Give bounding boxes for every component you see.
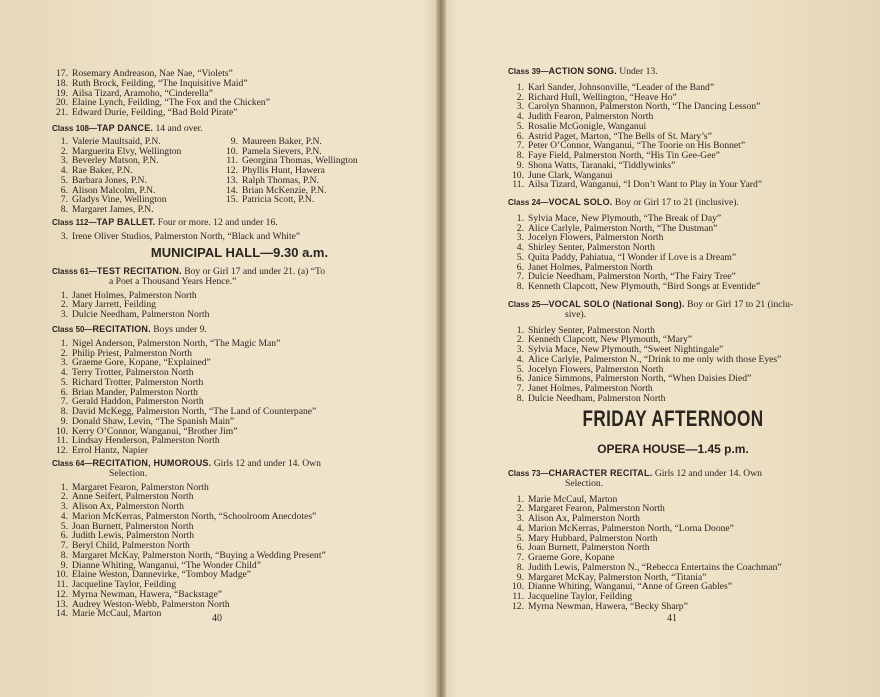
entry-text: Astrid Paget, Marton, “The Bells of St. Mary’s” <box>528 130 712 142</box>
list-item <box>508 602 838 612</box>
entry-number: 9. <box>230 135 238 147</box>
entry-list <box>52 483 427 620</box>
class-label: Class 108— <box>52 124 97 133</box>
entry-text: Janet Holmes, Palmerston North <box>528 261 653 273</box>
class-header <box>508 198 838 208</box>
entry-number: 2. <box>60 299 68 311</box>
class-title: CHARACTER RECITAL. <box>548 468 653 478</box>
entry-number: 12. <box>56 445 68 456</box>
list-item <box>222 195 422 205</box>
class-title: VOCAL SOLO (National Song). <box>548 299 685 309</box>
entry-text: Jocelyn Flowers, Palmerston North <box>528 232 664 244</box>
class-description: Boys under 9. <box>153 324 207 335</box>
class-label: Classs 61— <box>52 267 97 276</box>
entry-text: Margaret McKay, Palmerston North, “Buying a Wedding Present” <box>72 549 326 561</box>
entry-text: Gladys Vine, Wellington <box>72 194 167 206</box>
entry-number: 12. <box>226 165 238 176</box>
entry-number: 11. <box>56 435 68 447</box>
class-title: RECITATION. <box>92 324 151 334</box>
entry-number: 10. <box>56 425 68 437</box>
class-description: Boy or Girl 17 and under 21. (a) “To <box>184 266 326 277</box>
entry-text: Richard Hull, Wellington, “Heave Ho” <box>528 91 677 103</box>
entry-text: Myrna Newman, Hawera, “Becky Sharp” <box>528 600 688 612</box>
entry-number: 1. <box>516 212 524 224</box>
entry-list <box>508 326 838 404</box>
entry-number: 11. <box>512 179 524 191</box>
top-list-block <box>52 69 427 118</box>
entry-text: Rosemary Andreason, Nae Nae, “Violets” <box>72 68 233 79</box>
entry-number: 15. <box>226 194 238 206</box>
left-page <box>52 0 427 697</box>
class-73-section <box>508 469 838 612</box>
entry-text: Brian McKenzie, P.N. <box>242 184 327 196</box>
entry-text: Audrey Weston-Webb, Palmerston North <box>72 598 230 610</box>
entry-text: Pamela Sievers, P.N. <box>242 145 322 157</box>
class-25-section <box>508 300 838 404</box>
entry-text: Brian Mander, Palmerston North <box>72 386 198 398</box>
entry-number: 7. <box>60 396 68 408</box>
entry-list <box>52 69 427 118</box>
entry-number: 18. <box>56 77 68 89</box>
entry-text: Ailsa Tizard, Wanganui, “I Don’t Want to Play in Your Yard” <box>528 179 763 191</box>
entry-number: 4. <box>516 242 524 253</box>
entry-number: 6. <box>60 530 68 542</box>
entry-text: Margaret McKay, Palmerston North, “Titania” <box>528 571 707 583</box>
class-header <box>508 469 838 479</box>
entry-number: 5. <box>60 520 68 532</box>
class-50-section <box>52 325 427 456</box>
entry-number: 9. <box>516 571 524 583</box>
entry-number: 7. <box>516 552 524 563</box>
entry-text: Alison Ax, Palmerston North <box>528 513 640 524</box>
entry-number: 7. <box>60 540 68 551</box>
entry-number: 5. <box>60 174 68 186</box>
entry-text: Lindsay Henderson, Palmerston North <box>72 435 220 447</box>
entry-number: 6. <box>60 386 68 398</box>
entry-text: Shirley Senter, Palmerston North <box>528 324 655 336</box>
list-item <box>52 446 427 456</box>
class-description: Boy or Girl 17 to 21 (inclu- <box>687 299 794 310</box>
entry-text: Marie McCaul, Marton <box>528 493 618 505</box>
entry-text: Elaine Lynch, Feilding, “The Fox and the Chicken” <box>72 97 270 109</box>
entry-text: Mary Jarrett, Feilding <box>72 299 156 311</box>
entry-text: Marion McKerras, Palmerston North, “Schoolroom Anecdotes” <box>72 510 317 522</box>
class-label: Class 24— <box>508 198 549 207</box>
entry-number: 1. <box>60 289 68 301</box>
entry-text: Graeme Gore, Kopane, “Explained” <box>72 357 211 369</box>
entry-text: Margaret Fearon, Palmerston North <box>528 503 665 515</box>
entry-text: Carolyn Shannon, Palmerston North, “The Dancing Lesson” <box>528 101 761 113</box>
class-header <box>508 300 838 310</box>
class-label: Class 73— <box>508 469 549 478</box>
entry-text: Marguerita Elvy, Wellington <box>72 145 182 157</box>
class-label: Class 25— <box>508 300 549 309</box>
entry-number: 4. <box>60 165 68 176</box>
class-title: TAP BALLET. <box>96 217 156 227</box>
class-header <box>52 218 427 228</box>
entry-number: 11. <box>56 579 68 590</box>
entry-number: 2. <box>516 222 524 234</box>
entry-number: 4. <box>60 367 68 378</box>
entry-text: Janet Holmes, Palmerston North <box>72 289 197 301</box>
entry-text: Alison Ax, Palmerston North <box>72 501 184 512</box>
entry-text: Judith Lewis, Palmerston N., “Rebecca Entertains the Coachman” <box>528 561 782 573</box>
entry-text: Mary Hubbard, Palmerston North <box>528 532 658 544</box>
entry-number: 3. <box>516 101 524 113</box>
entry-number: 2. <box>516 334 524 346</box>
entry-number: 5. <box>516 120 524 132</box>
entry-text: Philip Priest, Palmerston North <box>72 347 192 359</box>
entry-text: Kerry O’Connor, Wanganui, “Brother Jim” <box>72 425 238 437</box>
entry-text: Jacqueline Taylor, Feilding <box>72 579 177 590</box>
entry-text: Graeme Gore, Kopane <box>528 552 615 563</box>
opera-house-heading: OPERA HOUSE—1.45 p.m. <box>597 442 749 456</box>
class-description-cont: a Poet a Thousand Years Hence.” <box>109 275 237 287</box>
entry-text: Dulcie Needham, Palmerston North <box>72 309 210 320</box>
municipal-hall-heading: MUNICIPAL HALL—9.30 a.m. <box>150 245 329 260</box>
entry-number: 1. <box>60 135 68 147</box>
entry-number: 9. <box>60 559 68 571</box>
entry-number: 2. <box>60 491 68 503</box>
list-item <box>52 205 222 215</box>
class-description-cont: sive). <box>565 308 587 320</box>
entry-text: Irene Oliver Studios, Palmerston North, “Black and White” <box>72 230 301 242</box>
entry-number: 4. <box>516 111 524 122</box>
entry-number: 8. <box>516 150 524 161</box>
class-label: Class 112— <box>52 218 97 227</box>
entry-text: Ruth Brock, Feilding, “The Inquisitive Maid” <box>72 77 248 89</box>
entry-text: Sylvia Mace, New Plymouth, “Sweet Nightingale” <box>528 344 724 355</box>
page-number: 40 <box>212 613 222 624</box>
entry-text: Shirley Senter, Palmerston North <box>528 242 655 253</box>
class-description: Under 13. <box>619 66 658 77</box>
entry-text: Donald Shaw, Levin, “The Spanish Main” <box>72 415 235 427</box>
entry-text: Patricia Scott, P.N. <box>242 194 315 206</box>
class-label: Class 64— <box>52 459 93 468</box>
entry-text: Barbara Jones, P.N. <box>72 174 147 186</box>
entry-number: 12. <box>512 600 524 612</box>
list-item <box>52 310 427 320</box>
entry-number: 8. <box>516 392 524 404</box>
entry-number: 1. <box>60 337 68 349</box>
entry-number: 6. <box>516 373 524 385</box>
list-item <box>508 180 838 190</box>
entry-number: 20. <box>56 97 68 109</box>
entry-text: Kenneth Clapcott, New Plymouth, “Mary” <box>528 334 693 346</box>
entry-list <box>508 214 838 292</box>
entry-list <box>508 83 838 190</box>
entry-number: 3. <box>516 232 524 244</box>
entry-text: Nigel Anderson, Palmerston North, “The Magic Man” <box>72 337 281 349</box>
entry-number: 10. <box>512 581 524 593</box>
entry-number: 5. <box>60 376 68 388</box>
friday-afternoon-heading: FRIDAY AFTERNOON <box>582 406 764 431</box>
entry-text: Marion McKerras, Palmerston North, “Lorna Doone” <box>528 522 734 534</box>
entry-number: 8. <box>60 204 68 215</box>
list-item <box>508 282 838 292</box>
entry-list <box>52 291 427 320</box>
entry-text: Phyllis Hunt, Hawera <box>242 165 325 176</box>
entry-text: Jacqueline Taylor, Feilding <box>528 591 633 602</box>
entry-number: 1. <box>516 81 524 93</box>
class-title: ACTION SONG. <box>548 66 617 76</box>
entry-number: 8. <box>516 281 524 292</box>
entry-number: 7. <box>516 271 524 283</box>
entry-text: Jocelyn Flowers, Palmerston North <box>528 363 664 375</box>
list-item <box>508 394 838 404</box>
entry-text: Gerald Haddon, Palmerston North <box>72 396 204 408</box>
entry-number: 11. <box>512 591 524 602</box>
entry-text: Dulcie Needham, Palmerston North, “The Fairy Tree” <box>528 271 736 283</box>
entry-number: 2. <box>60 145 68 157</box>
entry-text: Joan Burnett, Palmerston North <box>72 520 194 532</box>
entry-number: 10. <box>512 169 524 181</box>
entry-text: Alice Carlyle, Palmerston N., “Drink to me only with those Eyes” <box>528 353 782 365</box>
entry-number: 3. <box>516 513 524 524</box>
entry-number: 4. <box>60 510 68 522</box>
entry-number: 13. <box>226 174 238 186</box>
entry-number: 14. <box>56 608 68 620</box>
entry-text: Margaret Fearon, Palmerston North <box>72 481 209 493</box>
entry-text: Errol Hantz, Napier <box>72 445 148 456</box>
entry-text: Edward Durie, Feilding, “Bad Bold Pirate” <box>72 107 238 118</box>
entry-number: 6. <box>60 184 68 196</box>
entry-number: 8. <box>516 561 524 573</box>
entry-number: 7. <box>516 383 524 394</box>
right-page <box>508 0 838 697</box>
entry-number: 3. <box>60 230 68 242</box>
list-item <box>52 232 427 242</box>
entry-number: 12. <box>56 588 68 600</box>
entry-text: Georgina Thomas, Wellington <box>242 155 358 167</box>
entry-list <box>52 339 427 456</box>
entry-number: 2. <box>516 91 524 103</box>
class-header <box>52 124 427 134</box>
entry-number: 5. <box>516 251 524 263</box>
class-61-section <box>52 267 427 320</box>
entry-number: 10. <box>226 145 238 157</box>
class-description: Boy or Girl 17 to 21 (inclusive). <box>614 197 739 208</box>
entry-number: 6. <box>516 261 524 273</box>
entry-number: 3. <box>60 309 68 320</box>
entry-text: Maureen Baker, P.N. <box>242 135 322 147</box>
class-64-section <box>52 459 427 619</box>
two-column-list <box>52 137 427 215</box>
entry-text: Margaret James, P.N. <box>72 204 154 215</box>
entry-text: Judith Fearon, Palmerston North <box>528 111 654 122</box>
entry-text: June Clark, Wanganui <box>528 169 613 181</box>
entry-text: Kenneth Clapcott, New Plymouth, “Bird Songs at Eventide” <box>528 281 761 292</box>
entry-number: 17. <box>56 68 68 79</box>
entry-number: 7. <box>60 194 68 206</box>
entry-text: Janet Holmes, Palmerston North <box>528 383 653 394</box>
class-title: RECITATION, HUMOROUS. <box>92 458 212 468</box>
class-header <box>508 67 838 77</box>
class-description: Four or more. 12 and under 16. <box>157 217 278 228</box>
entry-text: Janice Simmons, Palmerston North, “When Daisies Died” <box>528 373 752 385</box>
entry-number: 3. <box>60 357 68 369</box>
class-108-section <box>52 124 427 215</box>
entry-text: Rae Baker, P.N. <box>72 165 133 176</box>
entry-text: Marie McCaul, Marton <box>72 608 162 620</box>
class-24-section <box>508 198 838 292</box>
entry-text: Shona Watts, Taranaki, “Tiddlywinks” <box>528 159 676 171</box>
entry-text: Quita Paddy, Pahiatua, “I Wonder if Love is a Dream” <box>528 251 737 263</box>
entry-text: Elaine Weston, Dannevirke, “Tomboy Madge” <box>72 569 252 581</box>
entry-number: 5. <box>516 363 524 375</box>
entry-number: 5. <box>516 532 524 544</box>
class-title: TAP DANCE. <box>96 123 154 133</box>
entry-list-col2 <box>222 137 422 215</box>
entry-number: 7. <box>516 140 524 152</box>
entry-text: Joan Burnett, Palmerston North <box>528 542 650 554</box>
page-number: 41 <box>667 613 677 624</box>
entry-text: Judith Lewis, Palmerston North <box>72 530 195 542</box>
entry-number: 8. <box>60 549 68 561</box>
entry-number: 11. <box>226 155 238 167</box>
entry-text: Myrna Newman, Hawera, “Backstage” <box>72 588 222 600</box>
entry-text: Terry Trotter, Palmerston North <box>72 367 194 378</box>
entry-text: Beryl Child, Palmerston North <box>72 540 190 551</box>
entry-text: Ralph Thomas, P.N. <box>242 174 319 186</box>
entry-number: 2. <box>516 503 524 515</box>
entry-text: Dulcie Needham, Palmerston North <box>528 392 666 404</box>
page-gutter <box>436 0 446 697</box>
entry-number: 8. <box>60 406 68 417</box>
entry-number: 13. <box>56 598 68 610</box>
entry-number: 1. <box>60 481 68 493</box>
class-description: Girls 12 and under 14. Own <box>654 468 762 479</box>
entry-number: 2. <box>60 347 68 359</box>
class-label: Class 39— <box>508 67 549 76</box>
entry-text: Dianne Whiting, Wanganui, “Anne of Green Gables” <box>528 581 733 593</box>
entry-number: 3. <box>60 155 68 167</box>
entry-text: David McKegg, Palmerston North, “The Land of Counterpane” <box>72 406 317 417</box>
entry-text: Dianne Whiting, Wanganui, “The Wonder Child” <box>72 559 261 571</box>
entry-text: Karl Sander, Johnsonville, “Leader of the Band” <box>528 81 715 93</box>
class-label: Class 50— <box>52 325 93 334</box>
class-title: TEST RECITATION. <box>96 266 182 276</box>
entry-text: Anne Seifert, Palmerston North <box>72 491 194 503</box>
entry-number: 3. <box>516 344 524 355</box>
class-description-cont: Selection. <box>565 477 604 489</box>
list-item <box>52 108 427 118</box>
entry-number: 1. <box>516 493 524 505</box>
entry-number: 10. <box>56 569 68 581</box>
entry-number: 3. <box>60 501 68 512</box>
class-39-section <box>508 67 838 190</box>
entry-list-col1 <box>52 137 222 215</box>
entry-number: 1. <box>516 324 524 336</box>
class-description: 14 and over. <box>155 123 203 134</box>
entry-text: Alison Malcolm, P.N. <box>72 184 156 196</box>
entry-text: Richard Trotter, Palmerston North <box>72 376 204 388</box>
entry-number: 6. <box>516 542 524 554</box>
entry-text: Peter O’Connor, Wanganui, “The Toorie on His Bonnet” <box>528 140 746 152</box>
class-description: Girls 12 and under 14. Own <box>213 458 321 469</box>
class-title: VOCAL SOLO. <box>548 197 613 207</box>
class-description-cont: Selection. <box>109 467 148 479</box>
entry-number: 14. <box>226 184 238 196</box>
class-header <box>52 325 427 335</box>
entry-number: 4. <box>516 522 524 534</box>
entry-text: Faye Field, Palmerston North, “His Tin Gee-Gee” <box>528 150 720 161</box>
entry-text: Rosalie McGonigle, Wanganui <box>528 120 647 132</box>
entry-list <box>508 495 838 612</box>
entry-number: 6. <box>516 130 524 142</box>
entry-number: 9. <box>516 159 524 171</box>
entry-text: Alice Carlyle, Palmerston North, “The Dustman” <box>528 222 718 234</box>
entry-text: Valerie Maultsaid, P.N. <box>72 135 161 147</box>
entry-text: Beverley Matson, P.N. <box>72 155 159 167</box>
entry-number: 19. <box>56 87 68 99</box>
entry-list <box>52 232 427 242</box>
entry-text: Ailsa Tizard, Aramoho, “Cinderella” <box>72 87 213 99</box>
entry-number: 4. <box>516 353 524 365</box>
entry-text: Sylvia Mace, New Plymouth, “The Break of Day” <box>528 212 722 224</box>
class-112-section <box>52 218 427 242</box>
list-item <box>52 609 427 619</box>
entry-number: 9. <box>60 415 68 427</box>
entry-number: 21. <box>56 107 68 118</box>
